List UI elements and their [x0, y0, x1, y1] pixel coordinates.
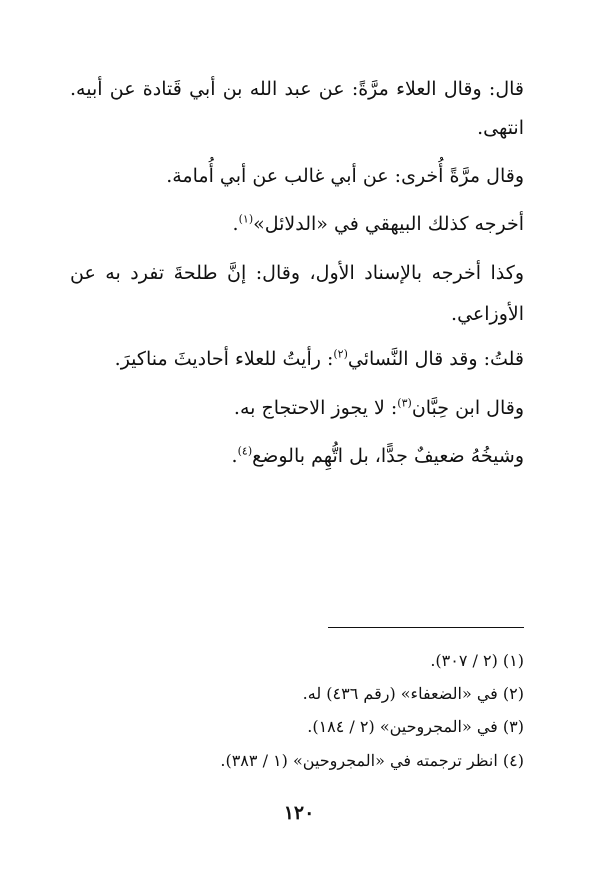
body-line-5	[70, 260, 524, 286]
footnote-1: (١) (٢ / ٣٠٧).	[430, 651, 524, 670]
body-line-8-tail: : لا يجوز الاحتجاج به.	[233, 397, 398, 419]
footnote-2: (٢) في «الضعفاء» (رقم ٤٣٦) له.	[302, 684, 524, 703]
body-line-2	[477, 115, 524, 141]
body-line-2-text: انتهى.	[477, 117, 524, 139]
body-line-7-tail: : رأيتُ للعلاء أحاديثَ مناكيرَ.	[114, 348, 334, 370]
footnote-marker-2: (٢)	[333, 347, 348, 361]
body-line-3-text: وقال مرَّةً أُخرى: عن أبي غالب عن أبي أُمامة.	[166, 165, 524, 187]
body-line-1-text: قال: وقال العلاء مرَّةً: عن عبد الله بن أبي قَتادة عن أبيه.	[70, 78, 524, 100]
body-line-6-text: الأوزاعي.	[451, 303, 524, 325]
page-number: ١٢٠	[283, 802, 315, 824]
footnote-4: (٤) انظر ترجمته في «المجروحين» (١ / ٣٨٣).	[220, 751, 524, 770]
body-line-8	[234, 395, 524, 421]
body-line-9-tail: .	[231, 445, 238, 467]
body-line-9	[232, 443, 524, 469]
body-line-3	[166, 163, 524, 189]
body-line-6	[451, 301, 524, 327]
footnote-3: (٣) في «المجروحين» (٢ / ١٨٤).	[307, 717, 524, 736]
body-line-5-text: وكذا أخرجه بالإسناد الأول، وقال: إنَّ طلحةَ تفرد به عن	[70, 262, 524, 284]
footnote-marker-4: (٤)	[237, 444, 253, 458]
body-line-4-text: أخرجه كذلك البيهقي في «الدلائل»	[253, 213, 524, 235]
body-line-7	[115, 346, 524, 372]
body-line-9-text: وشيخُهُ ضعيفٌ جدًّا، بل اتُّهِم بالوضع	[252, 445, 524, 467]
footnote-marker-3: (٣)	[397, 396, 412, 410]
body-line-8-text: وقال ابن حِبَّان	[411, 397, 524, 419]
body-line-4-tail: .	[232, 213, 239, 235]
footnote-separator	[328, 627, 524, 628]
body-line-4	[233, 211, 524, 237]
footnote-marker-1: (١)	[238, 212, 254, 226]
body-line-7-text: قلتُ: وقد قال النَّسائي	[347, 348, 524, 370]
body-line-1	[70, 76, 524, 102]
